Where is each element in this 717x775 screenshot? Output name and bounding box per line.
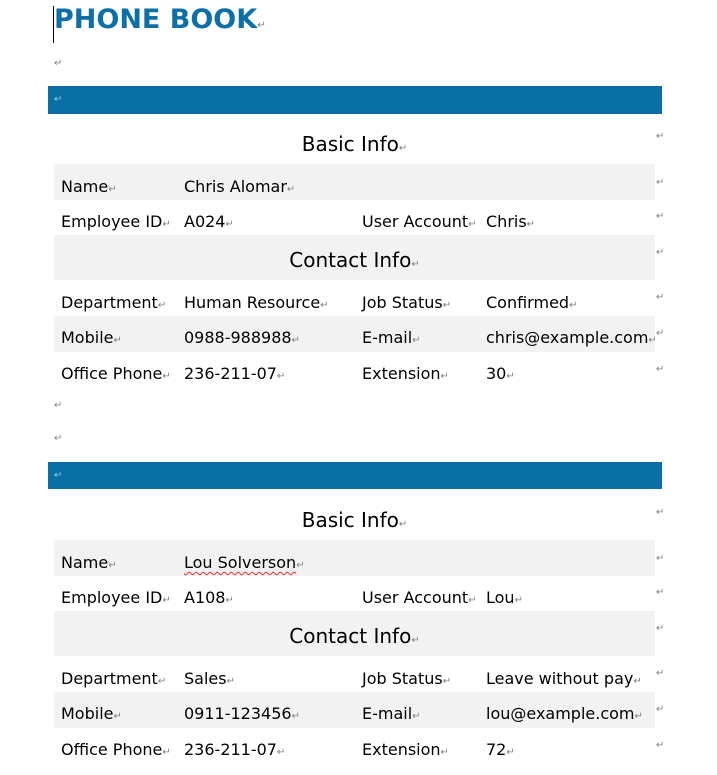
end-of-row-mark: ↵ — [656, 623, 665, 634]
section-band: ↵ — [48, 462, 662, 489]
job-status-value[interactable]: Confirmed↵ — [486, 293, 578, 312]
table-row — [54, 728, 655, 764]
section-band: ↵ — [48, 86, 662, 114]
department-label: Department↵ — [61, 669, 167, 688]
job-status-label: Job Status↵ — [362, 293, 452, 312]
department-label: Department↵ — [61, 293, 167, 312]
contact-info-heading-row — [54, 235, 655, 280]
end-of-row-mark: ↵ — [656, 740, 665, 751]
empty-paragraph-mark: ↵ — [54, 58, 63, 69]
table-row — [54, 200, 655, 235]
table-row — [54, 692, 655, 728]
department-value[interactable]: Human Resource↵ — [184, 293, 329, 312]
table-row — [54, 316, 655, 352]
end-of-row-mark: ↵ — [656, 211, 665, 222]
email-value[interactable]: chris@example.com↵ — [486, 328, 657, 347]
empty-paragraph-mark: ↵ — [54, 400, 63, 411]
email-label: E-mail↵ — [362, 328, 421, 347]
mobile-value[interactable]: 0911-123456↵ — [184, 704, 300, 723]
end-of-row-mark: ↵ — [656, 668, 665, 679]
basic-info-heading-row — [54, 129, 655, 164]
end-of-row-mark: ↵ — [656, 177, 665, 188]
empty-paragraph-mark: ↵ — [54, 433, 63, 444]
name-value[interactable]: Lou Solverson↵ — [184, 553, 305, 572]
email-label: E-mail↵ — [362, 704, 421, 723]
contact-info-heading-row — [54, 611, 655, 656]
end-of-row-mark: ↵ — [656, 704, 665, 715]
extension-label: Extension↵ — [362, 364, 449, 383]
name-value[interactable]: Chris Alomar↵ — [184, 177, 296, 196]
basic-info-heading[interactable]: Basic Info↵ — [301, 508, 408, 532]
email-value[interactable]: lou@example.com↵ — [486, 704, 643, 723]
user-account-label: User Account↵ — [362, 588, 477, 607]
table-row — [54, 540, 655, 576]
job-status-label: Job Status↵ — [362, 669, 452, 688]
user-account-value[interactable]: Lou↵ — [486, 588, 523, 607]
office-phone-label: Office Phone↵ — [61, 364, 171, 383]
office-phone-value[interactable]: 236-211-07↵ — [184, 740, 286, 759]
end-of-row-mark: ↵ — [656, 364, 665, 375]
table-row — [54, 352, 655, 388]
job-status-value[interactable]: Leave without pay↵ — [486, 669, 642, 688]
contact-info-heading[interactable]: Contact Info↵ — [289, 248, 420, 272]
end-of-row-mark: ↵ — [656, 507, 665, 518]
employee-id-value[interactable]: A108↵ — [184, 588, 234, 607]
end-of-row-mark: ↵ — [656, 292, 665, 303]
basic-info-heading[interactable]: Basic Info↵ — [301, 132, 408, 156]
page-title[interactable]: PHONE BOOK↵ — [54, 4, 266, 35]
end-of-row-mark: ↵ — [656, 587, 665, 598]
extension-label: Extension↵ — [362, 740, 449, 759]
end-of-row-mark: ↵ — [656, 247, 665, 258]
office-phone-label: Office Phone↵ — [61, 740, 171, 759]
department-value[interactable]: Sales↵ — [184, 669, 235, 688]
name-label: Name↵ — [61, 177, 117, 196]
mobile-value[interactable]: 0988-988988↵ — [184, 328, 300, 347]
table-row — [54, 280, 655, 316]
end-of-row-mark: ↵ — [656, 553, 665, 564]
employee-id-label: Employee ID↵ — [61, 212, 171, 231]
table-row — [54, 656, 655, 692]
entry-card — [54, 129, 655, 388]
table-row — [54, 164, 655, 200]
employee-id-label: Employee ID↵ — [61, 588, 171, 607]
extension-value[interactable]: 30↵ — [486, 364, 515, 383]
extension-value[interactable]: 72↵ — [486, 740, 515, 759]
name-label: Name↵ — [61, 553, 117, 572]
entry-card — [54, 505, 655, 764]
employee-id-value[interactable]: A024↵ — [184, 212, 234, 231]
office-phone-value[interactable]: 236-211-07↵ — [184, 364, 286, 383]
mobile-label: Mobile↵ — [61, 704, 122, 723]
user-account-label: User Account↵ — [362, 212, 477, 231]
contact-info-heading[interactable]: Contact Info↵ — [289, 624, 420, 648]
table-row — [54, 576, 655, 611]
basic-info-heading-row — [54, 505, 655, 540]
end-of-row-mark: ↵ — [656, 131, 665, 142]
user-account-value[interactable]: Chris↵ — [486, 212, 536, 231]
end-of-row-mark: ↵ — [656, 328, 665, 339]
mobile-label: Mobile↵ — [61, 328, 122, 347]
